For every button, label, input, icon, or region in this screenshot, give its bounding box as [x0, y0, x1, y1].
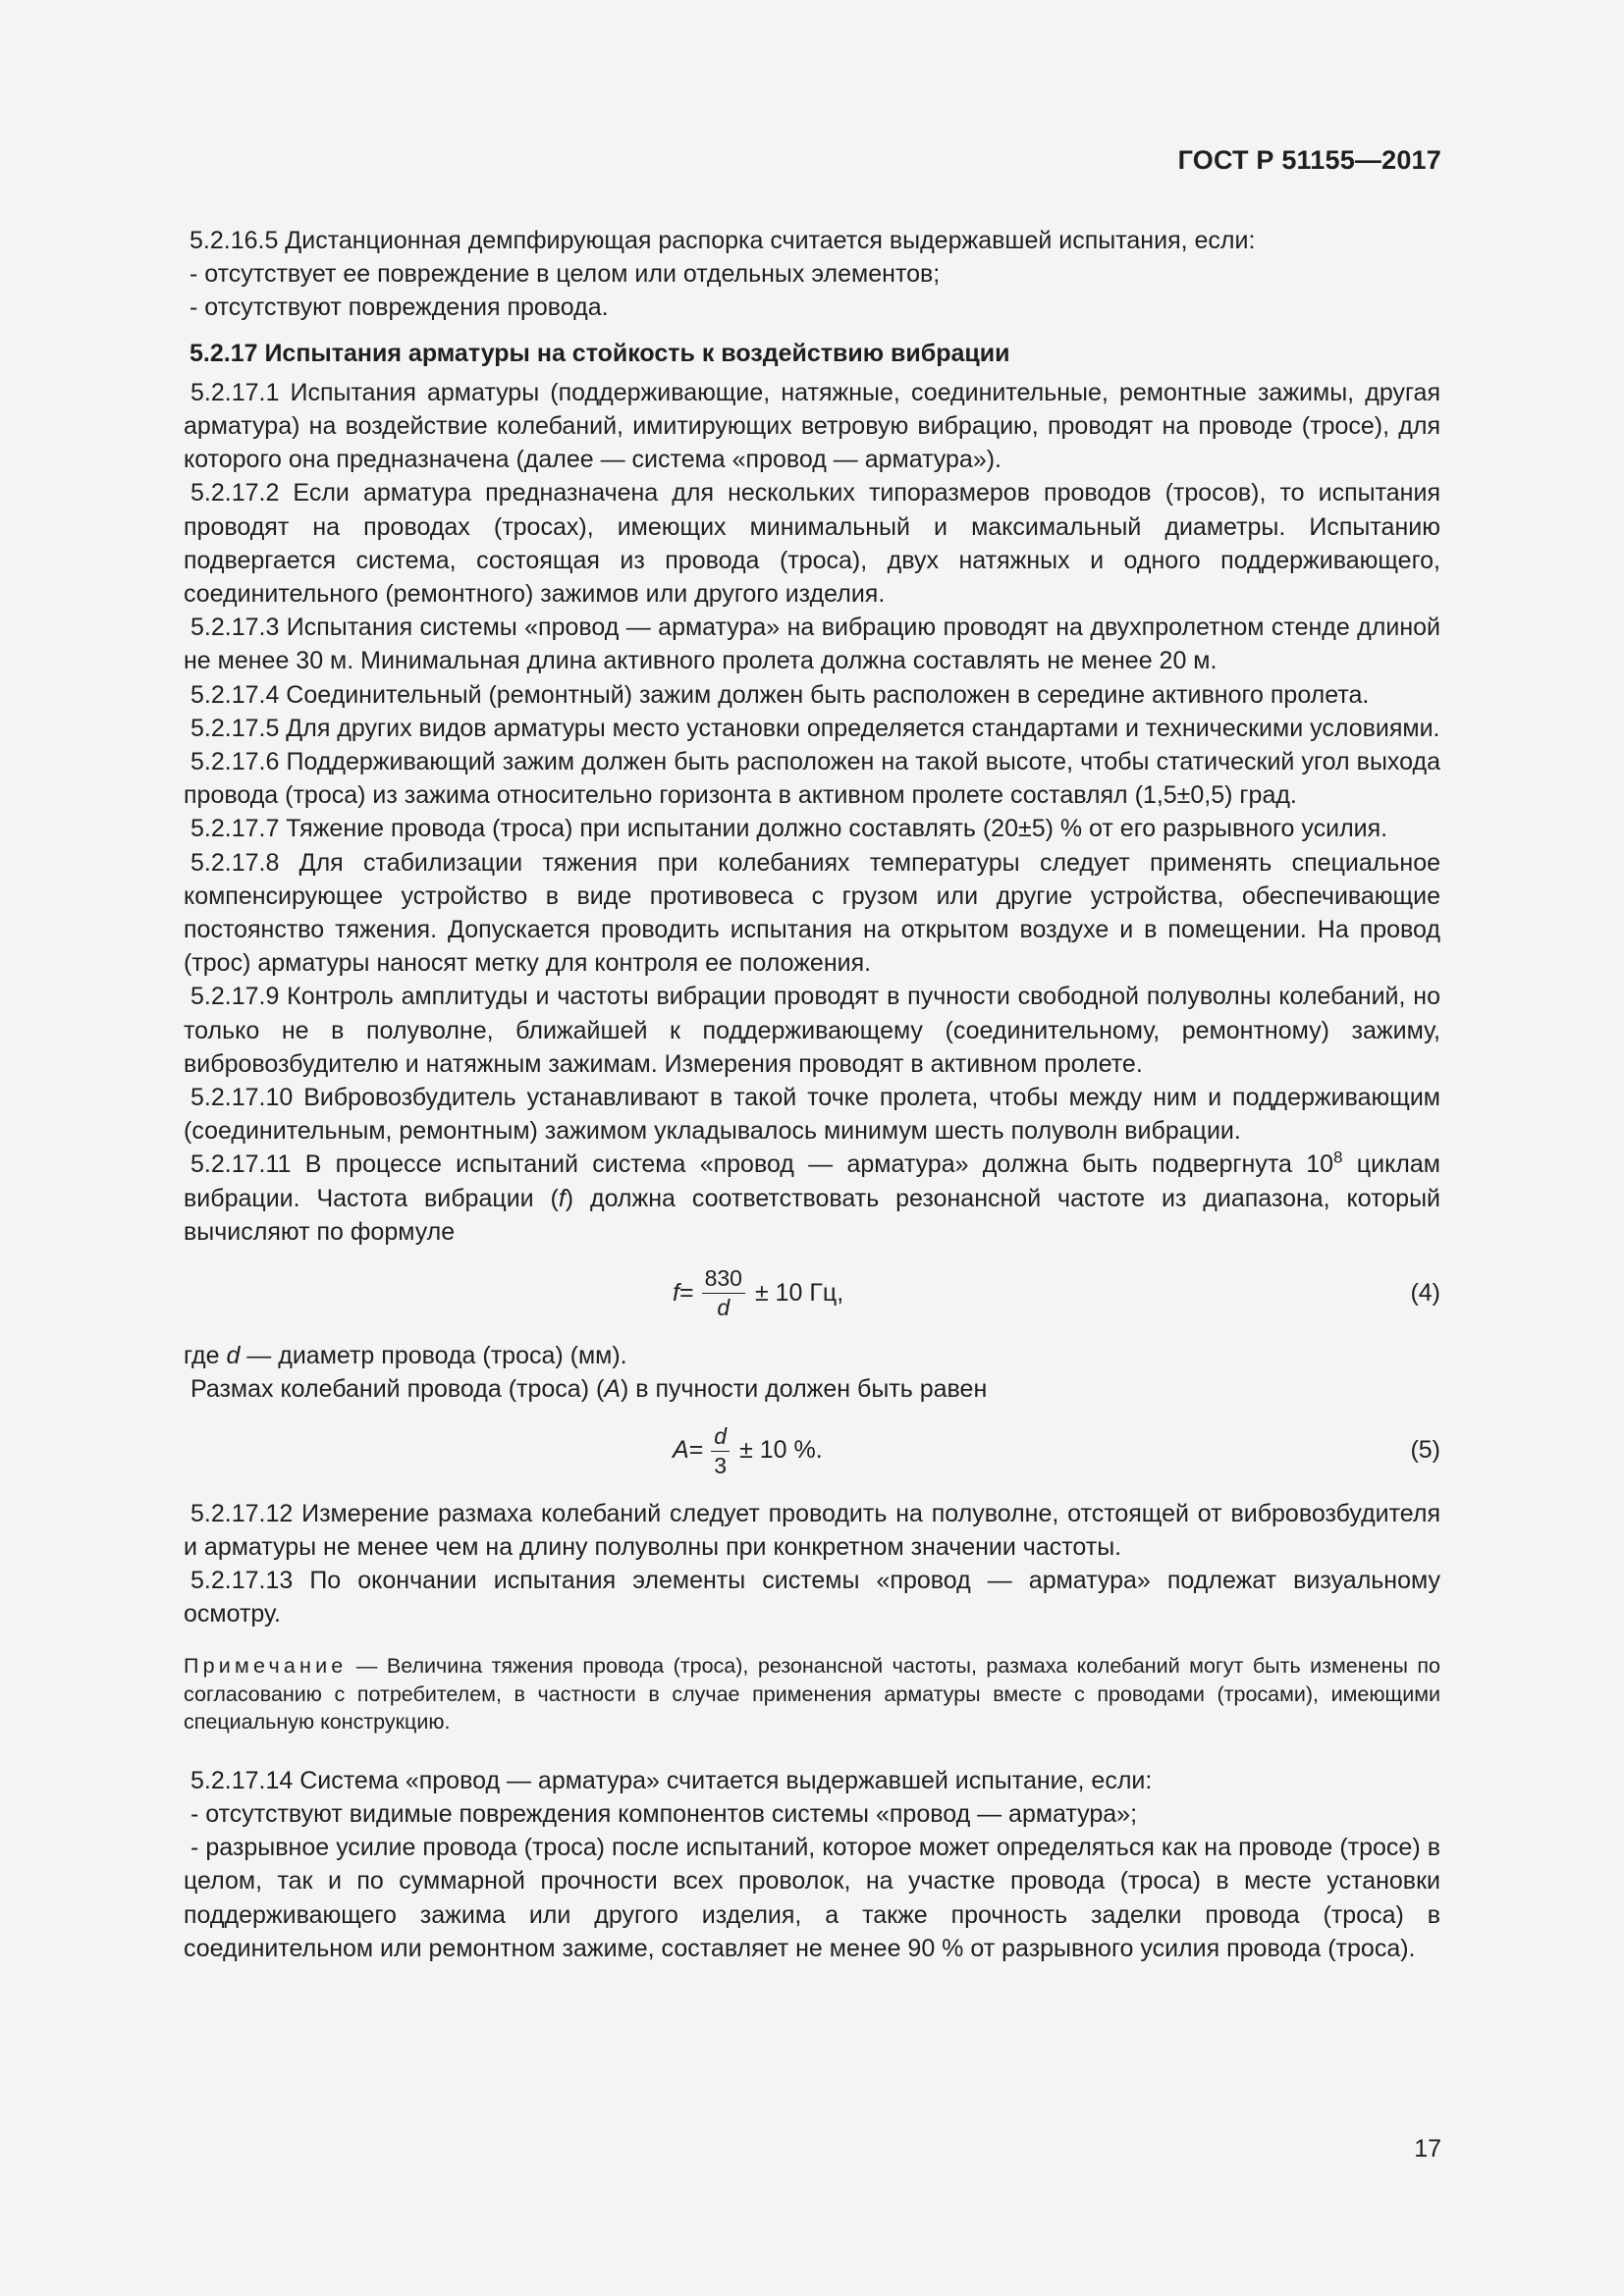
formula-5 — [184, 1411, 1440, 1491]
note-text: — Величина тяжения провода (троса), резонансной частоты, размаха колебаний могут быть изменены по согласованию с потребителем, в частности в случае применения арматуры вместе с проводами (тросами), имеющими специальную конструкцию. — [184, 1654, 1440, 1735]
paragraph-5-2-17-13: 5.2.17.13 По окончании испытания элементы системы «провод — арматура» подлежат визуальному осмотру. — [184, 1566, 1440, 1629]
formula-body — [673, 1411, 823, 1491]
fraction-denominator: d — [717, 1295, 731, 1321]
text-run: 5.2.17.11 В процессе испытаний система «провод — арматура» должна быть подвергнута 10 — [190, 1150, 1334, 1179]
variable-f: f — [558, 1184, 566, 1212]
bullet-item: - отсутствует ее повреждение в целом или отдельных элементов; — [189, 260, 941, 289]
fraction-numerator: d — [711, 1423, 730, 1452]
section-heading: 5.2.17 Испытания арматуры на стойкость к воздействию вибрации — [189, 339, 1010, 367]
document-body — [184, 224, 1440, 1965]
note — [184, 1652, 1440, 1736]
fraction — [711, 1423, 730, 1478]
paragraph-5-2-17-7: 5.2.17.7 Тяжение провода (троса) при испытании должно составлять (20±5) % от его разрывного усилия. — [190, 815, 1388, 843]
paragraph-5-2-17-4: 5.2.17.4 Соединительный (ремонтный) зажим должен быть расположен в середине активного пролета. — [190, 680, 1370, 709]
formula-lhs: f — [673, 1278, 679, 1307]
document-header: ГОСТ Р 51155—2017 — [1177, 145, 1441, 175]
paragraph-5-2-17-5: 5.2.17.5 Для других видов арматуры место установки определяется стандартами и техническими условиями. — [190, 714, 1440, 742]
text-run: ) в пучности должен быть равен — [621, 1375, 988, 1404]
bullet-item: - отсутствуют повреждения провода. — [189, 294, 609, 322]
paragraph-5-2-17-2: 5.2.17.2 Если арматура предназначена для нескольких типоразмеров проводов (тросов), то испытания проводят на проводах (тросах), имеющих минимальный и максимальный диаметры. Испытанию подвергается система, состоящая из провода (троса), двух натяжных и одного поддерживающего, соединительного (ремонтного) зажимов или другого изделия. — [184, 479, 1440, 609]
fraction-numerator: 830 — [702, 1265, 745, 1294]
paragraph-5-2-17-10: 5.2.17.10 Вибровозбудитель устанавливают в такой точке пролета, чтобы между ним и поддерживающим (соединительным, ремонтным) зажимом укладывалось минимум шесть полуволн вибрации. — [184, 1084, 1440, 1146]
fraction — [702, 1265, 745, 1320]
formula-rest: ± 10 %. — [739, 1436, 823, 1465]
note-label: Примечание — [184, 1654, 348, 1679]
formula-lhs: A — [673, 1436, 689, 1465]
paragraph-5-2-17-9: 5.2.17.9 Контроль амплитуды и частоты вибрации проводят в пучности свободной полуволны колебаний, но только не в полуволне, ближайшей к поддерживающему (соединительному, ремонтному) зажиму, вибровозбудителю и натяжным зажимам. Измерения проводят в активном пролете. — [184, 983, 1440, 1078]
formula-equals: = — [688, 1436, 704, 1465]
variable-A: A — [604, 1375, 621, 1404]
paragraph-5-2-17-1: 5.2.17.1 Испытания арматуры (поддерживающие, натяжные, соединительные, ремонтные зажимы, другая арматура) на воздействие колебаний, имитирующих ветровую вибрацию, проводят на проводе (тросе), для которого она предназначена (далее — система «провод — арматура»). — [184, 378, 1440, 474]
equation-number: (5) — [1410, 1436, 1440, 1465]
paragraph-5-2-17-11 — [184, 1148, 1440, 1249]
equation-number: (4) — [1410, 1278, 1440, 1307]
superscript: 8 — [1333, 1148, 1343, 1168]
paragraph-5-2-17-8: 5.2.17.8 Для стабилизации тяжения при колебаниях температуры следует применять специальное компенсирующее устройство в виде противовеса с грузом или другие устройства, обеспечивающие постоянство тяжения. Допускается проводить испытания на открытом воздухе и в помещении. На провод (трос) арматуры наносят метку для контроля ее положения. — [184, 848, 1440, 978]
text-run: Размах колебаний провода (троса) ( — [190, 1375, 605, 1404]
bullet-item: - разрывное усилие провода (троса) после испытаний, которое может определяться как на проводе (тросе) в целом, так и по суммарной прочности всех проволок, на участке провода (троса) в месте установки поддерживающего зажима или другого изделия, а также прочность заделки провода (троса) в соединительном или ремонтном зажиме, составляет не менее 90 % от разрывного усилия провода (троса). — [184, 1834, 1440, 1962]
where-clause — [184, 1339, 1440, 1372]
formula-4 — [184, 1253, 1440, 1333]
text-run: циклам вибрации. Частота вибрации ( — [184, 1150, 1440, 1212]
fraction-denominator: 3 — [714, 1452, 728, 1478]
bullet-item: - отсутствуют видимые повреждения компонентов системы «провод — арматура»; — [190, 1800, 1138, 1829]
formula-body — [673, 1253, 843, 1333]
amplitude-paragraph — [184, 1372, 1440, 1406]
paragraph-5-2-17-14: 5.2.17.14 Система «провод — арматура» считается выдержавшей испытание, если: — [190, 1766, 1153, 1794]
formula-equals: = — [678, 1278, 694, 1307]
paragraph-5-2-16-5: 5.2.16.5 Дистанционная демпфирующая распорка считается выдержавшей испытания, если: — [189, 227, 1256, 254]
paragraph-5-2-17-12: 5.2.17.12 Измерение размаха колебаний следует проводить на полуволне, отстоящей от вибровозбудителя и арматуры не менее чем на длину полуволны при конкретном значении частоты. — [184, 1499, 1440, 1561]
text-run: где — [184, 1342, 227, 1370]
text-run: ) должна соответствовать резонансной частоте из диапазона, который вычисляют по формуле — [184, 1184, 1440, 1246]
variable-d: d — [226, 1342, 241, 1370]
text-run: — диаметр провода (троса) (мм). — [240, 1342, 627, 1370]
paragraph-5-2-17-6: 5.2.17.6 Поддерживающий зажим должен быть расположен на такой высоте, чтобы статический угол выхода провода (троса) из зажима относительно горизонта в активном пролете составлял (1,5±0,5) град. — [184, 748, 1440, 810]
formula-rest: ± 10 Гц, — [754, 1278, 844, 1307]
page-number: 17 — [1414, 2135, 1441, 2163]
paragraph-5-2-17-3: 5.2.17.3 Испытания системы «провод — арматура» на вибрацию проводят на двухпролетном стенде длиной не менее 30 м. Минимальная длина активного пролета должна составлять не менее 20 м. — [184, 614, 1440, 675]
